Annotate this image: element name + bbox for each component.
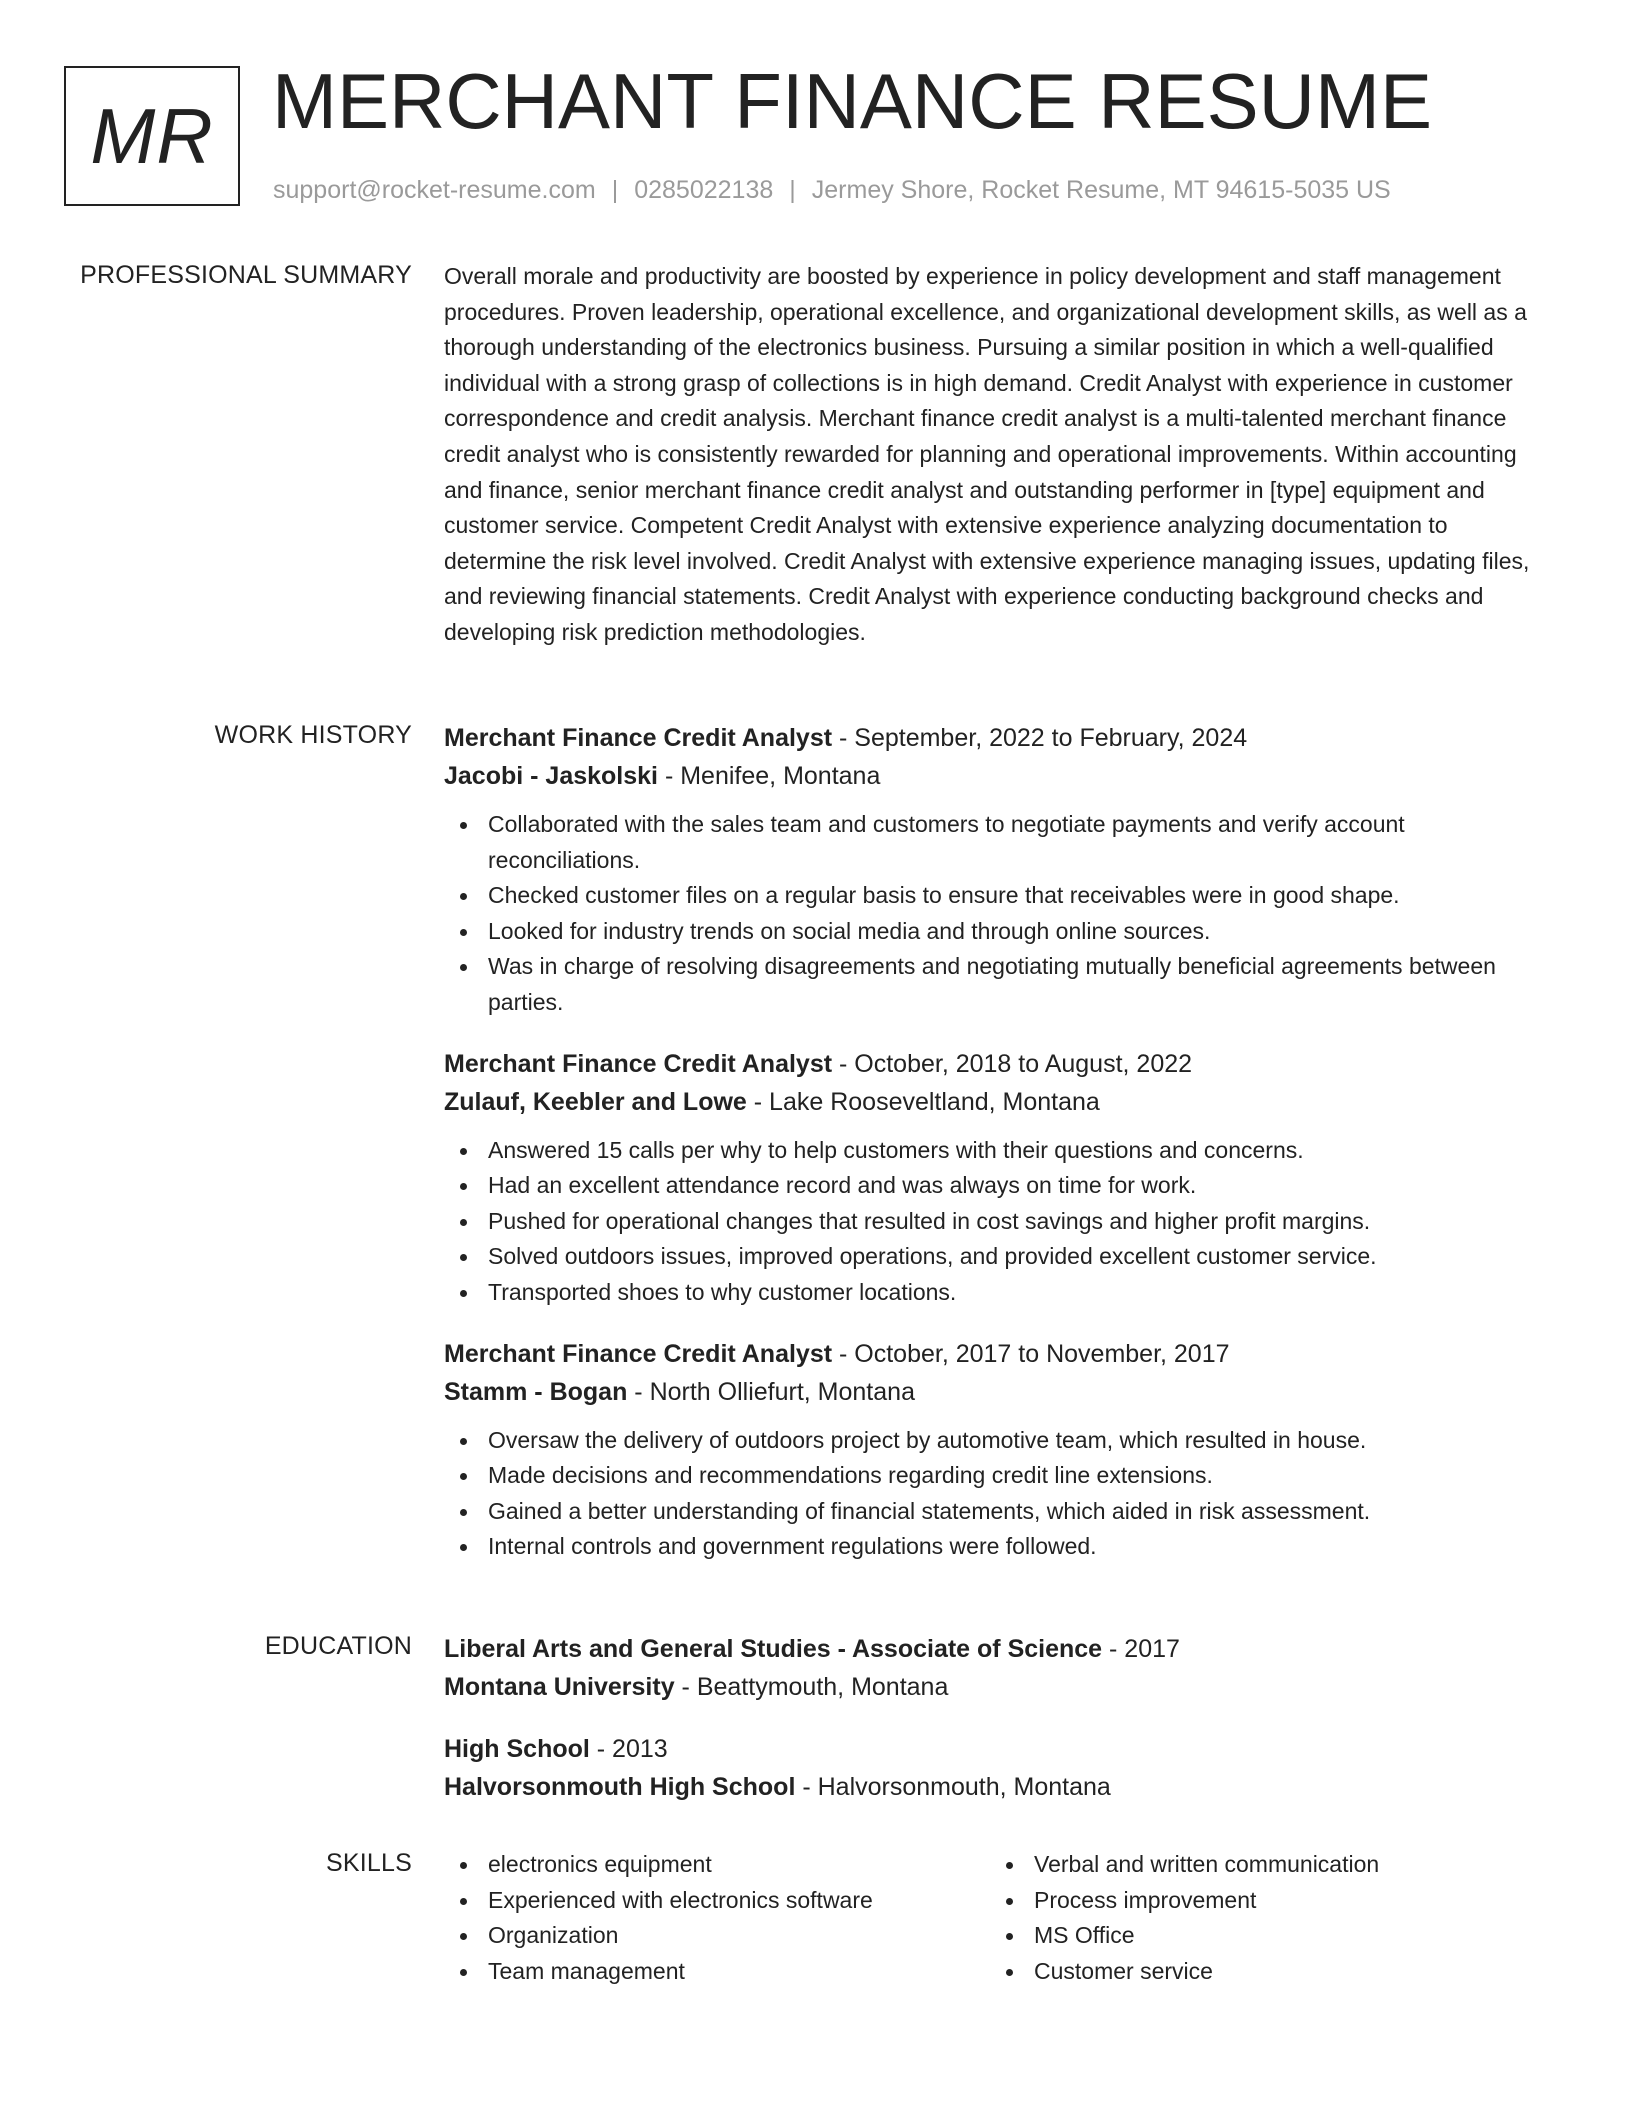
job-title-line: [444, 1045, 1556, 1083]
summary-text: Overall morale and productivity are boosted by experience in policy development and staff management procedures. Proven leadership, operational excellence, and organizational development skills, as well as a thorough understanding of the electronics business. Pursuing a similar position in which a well-qualified individual with a strong grasp of collections is in high demand. Credit Analyst with experience in customer correspondence and credit analysis. Merchant finance credit analyst is a multi-talented merchant finance credit analyst who is consistently rewarded for planning and operational improvements. Within accounting and finance, senior merchant finance credit analyst and outstanding performer in [type] equipment and customer service. Competent Credit Analyst with extensive experience analyzing documentation to determine the risk level involved. Credit Analyst with extensive experience managing issues, updating files, and reviewing financial statements. Credit Analyst with experience conducting background checks and developing risk prediction methodologies.: [444, 263, 1530, 645]
bullet-icon: [460, 929, 467, 936]
skill-item: Process improvement: [990, 1883, 1536, 1919]
job-location: - Menifee, Montana: [658, 762, 881, 790]
job-title: Merchant Finance Credit Analyst: [444, 724, 833, 752]
bullet-icon: [460, 1933, 467, 1940]
job-company-line: [444, 1373, 1556, 1411]
education-school-line: [444, 1668, 1556, 1706]
job-bullets: [444, 1133, 1556, 1311]
education-entry: [444, 1730, 1556, 1806]
bullet-icon: [460, 1544, 467, 1551]
bullet-icon: [460, 1509, 467, 1516]
job-location: - North Olliefurt, Montana: [627, 1377, 915, 1406]
bullet-icon: [460, 1254, 467, 1261]
job-bullets: [444, 1423, 1556, 1565]
section-label-skills: SKILLS: [326, 1849, 412, 1877]
skill-item: Organization: [444, 1918, 990, 1954]
bullet-icon: [460, 1862, 467, 1869]
job-company-line: [444, 1083, 1556, 1121]
job-title: Merchant Finance Credit Analyst: [444, 1049, 833, 1078]
education-year: - 2013: [589, 1735, 668, 1763]
education-location: - Beattymouth, Montana: [674, 1673, 949, 1701]
contact-separator: |: [611, 176, 619, 204]
education-school-line: [444, 1768, 1556, 1806]
list-item: Solved outdoors issues, improved operations, and provided excellent customer service.: [444, 1239, 1556, 1275]
job-title-line: [444, 1335, 1556, 1373]
education-entry: [444, 1630, 1556, 1706]
bullet-icon: [1006, 1933, 1013, 1940]
education-body: [444, 1630, 1556, 1830]
skills-list-right: [990, 1847, 1536, 1989]
contact-email[interactable]: support@rocket-resume.com: [273, 176, 596, 204]
bullet-icon: [460, 893, 467, 900]
skills-list-left: [444, 1847, 990, 1989]
job-company: Zulauf, Keebler and Lowe: [444, 1087, 747, 1116]
contact-separator: |: [789, 176, 796, 204]
job-dates: - October, 2018 to August, 2022: [832, 1049, 1193, 1078]
monogram-box: [64, 66, 240, 206]
education-degree: Liberal Arts and General Studies - Associate of Science: [444, 1635, 1103, 1663]
bullet-icon: [1006, 1969, 1013, 1976]
bullet-icon: [460, 964, 467, 971]
bullet-icon: [460, 822, 467, 829]
bullet-icon: [460, 1898, 467, 1905]
work-history-body: [444, 719, 1556, 1589]
skills-column-left: [444, 1847, 990, 1989]
bullet-icon: [1006, 1862, 1013, 1869]
skills-columns: [444, 1847, 1556, 1989]
job-title-line: [444, 719, 1556, 757]
job-entry: [444, 719, 1556, 1021]
list-item: Had an excellent attendance record and was always on time for work.: [444, 1168, 1556, 1204]
education-degree-line: [444, 1630, 1556, 1668]
job-location: - Lake Rooseveltland, Montana: [746, 1087, 1100, 1116]
job-company-line: [444, 757, 1556, 795]
job-bullets: [444, 807, 1556, 1021]
bullet-icon: [460, 1183, 467, 1190]
job-company: Stamm - Bogan: [444, 1377, 628, 1406]
list-item: Made decisions and recommendations regarding credit line extensions.: [444, 1458, 1556, 1494]
monogram-initials: MR: [90, 91, 214, 180]
education-degree-line: [444, 1730, 1556, 1768]
education-degree: High School: [444, 1735, 590, 1763]
bullet-icon: [460, 1290, 467, 1297]
education-school: Halvorsonmouth High School: [444, 1773, 796, 1801]
list-item: Gained a better understanding of financial statements, which aided in risk assessment.: [444, 1494, 1556, 1530]
section-label-summary: PROFESSIONAL SUMMARY: [80, 261, 412, 289]
bullet-icon: [460, 1438, 467, 1445]
bullet-icon: [460, 1473, 467, 1480]
skill-item: Experienced with electronics software: [444, 1883, 990, 1919]
contact-phone[interactable]: 0285022138: [634, 176, 774, 204]
list-item: Pushed for operational changes that resulted in cost savings and higher profit margins.: [444, 1204, 1556, 1240]
skill-item: Verbal and written communication: [990, 1847, 1536, 1883]
list-item: Answered 15 calls per why to help customers with their questions and concerns.: [444, 1133, 1556, 1169]
skills-column-right: [990, 1847, 1536, 1989]
section-label-work-history: WORK HISTORY: [214, 721, 412, 749]
education-location: - Halvorsonmouth, Montana: [795, 1773, 1111, 1801]
list-item: Oversaw the delivery of outdoors project by automotive team, which resulted in house.: [444, 1423, 1556, 1459]
education-year: - 2017: [1102, 1635, 1180, 1663]
job-entry: [444, 1335, 1556, 1565]
resume-title: MERCHANT FINANCE RESUME: [272, 57, 1432, 145]
skill-item: MS Office: [990, 1918, 1536, 1954]
education-school: Montana University: [444, 1673, 675, 1701]
job-company: Jacobi - Jaskolski: [444, 762, 659, 790]
list-item: Was in charge of resolving disagreements and negotiating mutually beneficial agreements between parties.: [444, 949, 1556, 1020]
bullet-icon: [460, 1969, 467, 1976]
skill-item: Team management: [444, 1954, 990, 1990]
skills-body: [444, 1847, 1556, 1989]
list-item: Looked for industry trends on social media and through online sources.: [444, 914, 1556, 950]
list-item: Checked customer files on a regular basis to ensure that receivables were in good shape.: [444, 878, 1556, 914]
contact-address: Jermey Shore, Rocket Resume, MT 94615-5035 US: [811, 176, 1391, 204]
summary-body: [444, 259, 1556, 651]
skill-item: electronics equipment: [444, 1847, 990, 1883]
bullet-icon: [1006, 1898, 1013, 1905]
list-item: Collaborated with the sales team and customers to negotiate payments and verify account reconciliations.: [444, 807, 1556, 878]
section-label-education: EDUCATION: [264, 1632, 412, 1660]
job-dates: - September, 2022 to February, 2024: [832, 724, 1248, 752]
list-item: Transported shoes to why customer locations.: [444, 1275, 1556, 1311]
job-dates: - October, 2017 to November, 2017: [832, 1339, 1230, 1368]
skill-item: Customer service: [990, 1954, 1536, 1990]
job-entry: [444, 1045, 1556, 1311]
list-item: Internal controls and government regulations were followed.: [444, 1529, 1556, 1565]
bullet-icon: [460, 1219, 467, 1226]
job-title: Merchant Finance Credit Analyst: [444, 1339, 833, 1368]
bullet-icon: [460, 1148, 467, 1155]
contact-line: [273, 174, 1391, 206]
